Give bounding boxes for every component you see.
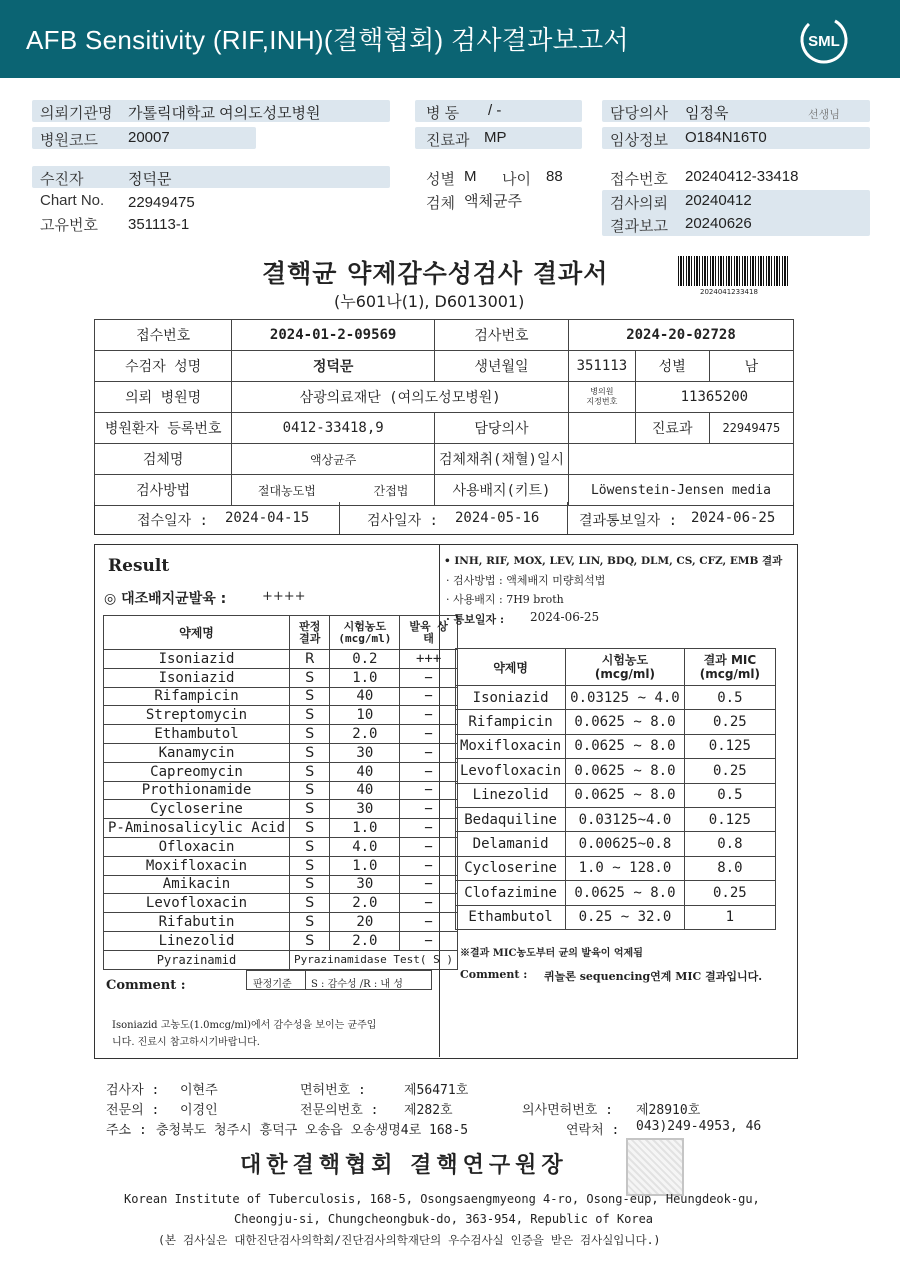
notify-date-value: 2024-06-25 bbox=[691, 510, 776, 526]
tester-value: 이현주 bbox=[180, 1083, 218, 1098]
chart-label: Chart No. bbox=[40, 192, 105, 209]
mic-drug-name: Linezolid bbox=[456, 783, 566, 807]
patient-value: 정덕문 bbox=[128, 171, 172, 188]
test-date-value: 2024-05-16 bbox=[455, 510, 540, 526]
mic-mic-value: 0.5 bbox=[684, 686, 775, 710]
id-label: 고유번호 bbox=[40, 217, 98, 234]
hospital-value: 삼광의료재단 (여의도성모병원) bbox=[232, 382, 569, 413]
hosp-no-label: 병의원 지정번호 bbox=[569, 382, 636, 413]
drug-drug-name: Levofloxacin bbox=[104, 894, 290, 913]
drug-concentration: 30 bbox=[330, 875, 400, 894]
contact-value: 043)249-4953, 46 bbox=[636, 1119, 762, 1134]
mic-concentration-range: 0.00625~0.8 bbox=[566, 832, 685, 856]
drug-drug-name: Ofloxacin bbox=[104, 837, 290, 856]
drug-drug-name: Rifampicin bbox=[104, 687, 290, 706]
mic-drug-name: Levofloxacin bbox=[456, 759, 566, 783]
drug-judgement: S bbox=[290, 856, 330, 875]
official-seal bbox=[626, 1138, 684, 1196]
drug-growth: − bbox=[400, 725, 458, 744]
doctor-label: 담당의사 bbox=[610, 105, 668, 122]
report-title: AFB Sensitivity (RIF,INH)(결핵협회) 검사결과보고서 bbox=[26, 25, 629, 55]
drug-growth: +++ bbox=[400, 650, 458, 669]
drug-drug-name: Isoniazid bbox=[104, 668, 290, 687]
req-org-label: 의뢰기관명 bbox=[40, 105, 113, 122]
drug-judgement: S bbox=[290, 931, 330, 950]
mic-concentration-range: 0.03125 ~ 4.0 bbox=[566, 686, 685, 710]
notify-date-label: 결과통보일자 : bbox=[579, 513, 678, 529]
specimen-value: 액체균주 bbox=[464, 193, 522, 210]
recv-date-value: 2024-04-15 bbox=[225, 510, 310, 526]
drug-growth: − bbox=[400, 875, 458, 894]
drug-growth: − bbox=[400, 819, 458, 838]
request-label: 검사의뢰 bbox=[610, 195, 668, 212]
mic-concentration-range: 0.0625 ~ 8.0 bbox=[566, 783, 685, 807]
drug-growth: − bbox=[400, 837, 458, 856]
drug-judgement: S bbox=[290, 668, 330, 687]
control-label: ◎ 대조배지균발육 : bbox=[104, 591, 227, 607]
drug-concentration: 40 bbox=[330, 687, 400, 706]
report-dept-label: 진료과 bbox=[635, 413, 709, 444]
specimen-name-label: 검체명 bbox=[95, 444, 232, 475]
doc-subtitle: (누601나(1), D6013001) bbox=[334, 292, 525, 311]
certification-note: (본 검사실은 대한진단검사의학회/진단검사의학재단의 우수검사실 인증을 받은 검사실입니다.) bbox=[158, 1233, 661, 1247]
mic-medium: · 사용배지 : 7H9 broth bbox=[446, 593, 564, 606]
hosp-code-label: 병원코드 bbox=[40, 132, 98, 149]
drug-judgement: S bbox=[290, 706, 330, 725]
sex-label: 성별 bbox=[426, 171, 455, 188]
drug-concentration: 2.0 bbox=[330, 725, 400, 744]
mic-mic-value: 0.5 bbox=[684, 783, 775, 807]
criteria-label: 판정기준 bbox=[253, 979, 292, 990]
age-label: 나이 bbox=[502, 171, 531, 188]
medium-label: 사용배지(키트) bbox=[434, 475, 568, 506]
control-value: ++++ bbox=[262, 589, 306, 604]
drug-judgement: S bbox=[290, 800, 330, 819]
criteria-value: S : 감수성 /R : 내 성 bbox=[311, 979, 403, 990]
drug-judgement: S bbox=[290, 819, 330, 838]
col-growth: 발육 상태 bbox=[400, 616, 458, 650]
doc-title: 결핵균 약제감수성검사 결과서 bbox=[262, 259, 609, 288]
drug-drug-name: Kanamycin bbox=[104, 743, 290, 762]
drug-concentration: 4.0 bbox=[330, 837, 400, 856]
mic-drug-name: Delamanid bbox=[456, 832, 566, 856]
medium-value: Löwenstein-Jensen media bbox=[569, 475, 794, 506]
clinical-value: O184N16T0 bbox=[685, 129, 767, 146]
report-value: 20240626 bbox=[685, 215, 752, 232]
address-en-1: Korean Institute of Tuberculosis, 168-5, Osongsaengmyeong 4-ro, Osong-eup, Heungdeok-gu, bbox=[124, 1192, 760, 1206]
doctor-license-value: 제28910호 bbox=[636, 1103, 701, 1118]
name-label: 수검자 성명 bbox=[95, 351, 232, 382]
expert-license-label: 전문의번호 : bbox=[300, 1103, 379, 1118]
drug-drug-name: Amikacin bbox=[104, 875, 290, 894]
doctor-value: 임정욱 bbox=[685, 105, 729, 122]
drug-growth: − bbox=[400, 668, 458, 687]
mic-mic-value: 0.25 bbox=[684, 881, 775, 905]
drug-judgement: S bbox=[290, 762, 330, 781]
mic-col-drug: 약제명 bbox=[456, 649, 566, 686]
method-label: 검사방법 bbox=[95, 475, 232, 506]
drug-drug-name: Prothionamide bbox=[104, 781, 290, 800]
drug-judgement: R bbox=[290, 650, 330, 669]
hosp-no-value: 11365200 bbox=[635, 382, 793, 413]
drug-growth: − bbox=[400, 894, 458, 913]
mic-col-mic: 결과 MIC (mcg/ml) bbox=[684, 649, 775, 686]
mic-mic-value: 0.125 bbox=[684, 734, 775, 758]
expert-value: 이경인 bbox=[180, 1103, 218, 1118]
mic-comment-label: Comment : bbox=[460, 968, 528, 981]
drug-growth: − bbox=[400, 856, 458, 875]
name-value: 정덕문 bbox=[232, 351, 435, 382]
col-drug: 약제명 bbox=[104, 616, 290, 650]
hospital-label: 의뢰 병원명 bbox=[95, 382, 232, 413]
mic-concentration-range: 0.25 ~ 32.0 bbox=[566, 905, 685, 929]
method-value: 절대농도법 간접법 bbox=[232, 475, 435, 506]
drug-drug-name: Rifabutin bbox=[104, 913, 290, 932]
drug-drug-name: Streptomycin bbox=[104, 706, 290, 725]
drug-judgement: S bbox=[290, 875, 330, 894]
mic-drug-name: Isoniazid bbox=[456, 686, 566, 710]
mic-mic-value: 0.8 bbox=[684, 832, 775, 856]
drug-growth: − bbox=[400, 706, 458, 725]
specimen-name-value: 액상균주 bbox=[232, 444, 435, 475]
drug-judgement: S bbox=[290, 837, 330, 856]
request-value: 20240412 bbox=[685, 192, 752, 209]
patient-label: 수진자 bbox=[40, 171, 84, 188]
mic-drug-name: Cycloserine bbox=[456, 856, 566, 880]
sex-value: M bbox=[464, 168, 477, 185]
drug-concentration: 30 bbox=[330, 800, 400, 819]
report-doctor-label: 담당의사 bbox=[434, 413, 568, 444]
drug-judgement: S bbox=[290, 743, 330, 762]
receipt-label: 접수번호 bbox=[610, 171, 668, 188]
result-comment-label: Comment : bbox=[106, 978, 186, 993]
test-date-label: 검사일자 : bbox=[367, 513, 438, 529]
doctor-suffix: 선생님 bbox=[808, 109, 840, 121]
pza-value: Pyrazinamidase Test( S ) bbox=[290, 950, 458, 969]
col-conc: 시험농도 (mcg/ml) bbox=[330, 616, 400, 650]
sex-label-cell: 성별 bbox=[635, 351, 709, 382]
mic-mic-value: 0.125 bbox=[684, 807, 775, 831]
drug-growth: − bbox=[400, 931, 458, 950]
result-comment-text-1: Isoniazid 고농도(1.0mcg/ml)에서 감수성을 보이는 균주입 bbox=[112, 1020, 377, 1031]
pza-label: Pyrazinamid bbox=[104, 950, 290, 969]
drug-concentration: 30 bbox=[330, 743, 400, 762]
drug-judgement: S bbox=[290, 913, 330, 932]
mic-note: ※결과 MIC농도부터 균의 발육이 억제됨 bbox=[460, 948, 643, 959]
col-judge: 판정 결과 bbox=[290, 616, 330, 650]
sml-logo-text: SML bbox=[808, 33, 840, 50]
mic-comment: 퀴놀론 sequencing연계 MIC 결과입니다. bbox=[544, 970, 763, 983]
receipt-no-value: 2024-01-2-09569 bbox=[232, 320, 435, 351]
drug-concentration: 40 bbox=[330, 781, 400, 800]
dept-label: 진료과 bbox=[426, 132, 470, 149]
drug-drug-name: Linezolid bbox=[104, 931, 290, 950]
mic-notify-date: 2024-06-25 bbox=[530, 610, 600, 624]
drug-concentration: 2.0 bbox=[330, 931, 400, 950]
mic-drug-name: Moxifloxacin bbox=[456, 734, 566, 758]
mic-mic-value: 8.0 bbox=[684, 856, 775, 880]
test-no-value: 2024-20-02728 bbox=[569, 320, 794, 351]
hosp-code-value: 20007 bbox=[128, 129, 170, 146]
drug-drug-name: Ethambutol bbox=[104, 725, 290, 744]
license-value: 제56471호 bbox=[404, 1083, 469, 1098]
birth-label: 생년월일 bbox=[434, 351, 568, 382]
drug-concentration: 1.0 bbox=[330, 668, 400, 687]
mic-method: · 검사방법 : 액체배지 미량희석법 bbox=[446, 574, 606, 587]
address-value: 충청북도 청주시 흥덕구 오송읍 오송생명4로 168-5 bbox=[156, 1123, 469, 1138]
clinical-label: 임상정보 bbox=[610, 132, 668, 149]
expert-label: 전문의 : bbox=[106, 1103, 160, 1118]
contact-label: 연락처 : bbox=[566, 1123, 620, 1138]
mic-concentration-range: 0.0625 ~ 8.0 bbox=[566, 881, 685, 905]
birth-value: 351113 bbox=[569, 351, 636, 382]
drug-growth: − bbox=[400, 781, 458, 800]
drug-concentration: 40 bbox=[330, 762, 400, 781]
mic-drug-name: Rifampicin bbox=[456, 710, 566, 734]
report-label: 결과보고 bbox=[610, 218, 668, 235]
req-org-value: 가톨릭대학교 여의도성모병원 bbox=[128, 105, 321, 122]
drug-judgement: S bbox=[290, 894, 330, 913]
mic-concentration-range: 0.0625 ~ 8.0 bbox=[566, 759, 685, 783]
reg-no-label: 병원환자 등록번호 bbox=[95, 413, 232, 444]
license-label: 면허번호 : bbox=[300, 1083, 366, 1098]
barcode-number: 2024041233418 bbox=[700, 288, 758, 296]
test-no-label: 검사번호 bbox=[434, 320, 568, 351]
id-value: 351113-1 bbox=[128, 216, 190, 233]
mic-drug-name: Clofazimine bbox=[456, 881, 566, 905]
result-comment-text-2: 니다. 진료시 참고하시기바랍니다. bbox=[112, 1037, 260, 1048]
collect-label: 검체채취(채혈)일시 bbox=[434, 444, 568, 475]
drug-growth: − bbox=[400, 743, 458, 762]
mic-drug-name: Bedaquiline bbox=[456, 807, 566, 831]
mic-mic-value: 0.25 bbox=[684, 759, 775, 783]
institute-name: 대한결핵협회 결핵연구원장 bbox=[240, 1153, 568, 1178]
chart-value: 22949475 bbox=[128, 194, 195, 211]
ward-value: / - bbox=[488, 102, 502, 119]
drug-growth: − bbox=[400, 913, 458, 932]
mic-heading: • INH, RIF, MOX, LEV, LIN, BDQ, DLM, CS, CFZ, EMB 결과 bbox=[444, 555, 783, 567]
mic-drug-name: Ethambutol bbox=[456, 905, 566, 929]
recv-date-label: 접수일자 : bbox=[137, 513, 208, 529]
specimen-label: 검체 bbox=[426, 195, 455, 212]
mic-col-conc: 시험농도 (mcg/ml) bbox=[566, 649, 685, 686]
drug-concentration: 2.0 bbox=[330, 894, 400, 913]
drug-drug-name: Isoniazid bbox=[104, 650, 290, 669]
dept-value: MP bbox=[484, 129, 507, 146]
drug-judgement: S bbox=[290, 781, 330, 800]
drug-drug-name: Cycloserine bbox=[104, 800, 290, 819]
report-dept-value: 22949475 bbox=[709, 413, 793, 444]
doctor-license-label: 의사면허번호 : bbox=[522, 1103, 614, 1118]
drug-concentration: 0.2 bbox=[330, 650, 400, 669]
address-en-2: Cheongju-si, Chungcheongbuk-do, 363-954, Republic of Korea bbox=[234, 1212, 654, 1226]
drug-concentration: 1.0 bbox=[330, 819, 400, 838]
mic-concentration-range: 0.0625 ~ 8.0 bbox=[566, 710, 685, 734]
reg-no-value: 0412-33418,9 bbox=[232, 413, 435, 444]
receipt-no-label: 접수번호 bbox=[95, 320, 232, 351]
mic-concentration-range: 0.0625 ~ 8.0 bbox=[566, 734, 685, 758]
age-value: 88 bbox=[546, 168, 563, 185]
mic-mic-value: 1 bbox=[684, 905, 775, 929]
drug-growth: − bbox=[400, 800, 458, 819]
mic-notify-label: · 통보일자 : bbox=[446, 613, 505, 626]
drug-growth: − bbox=[400, 687, 458, 706]
mic-concentration-range: 1.0 ~ 128.0 bbox=[566, 856, 685, 880]
expert-license-value: 제282호 bbox=[404, 1103, 453, 1118]
mic-concentration-range: 0.03125~4.0 bbox=[566, 807, 685, 831]
address-label: 주소 : bbox=[106, 1123, 147, 1138]
mic-mic-value: 0.25 bbox=[684, 710, 775, 734]
drug-drug-name: P-Aminosalicylic Acid bbox=[104, 819, 290, 838]
drug-drug-name: Moxifloxacin bbox=[104, 856, 290, 875]
drug-judgement: S bbox=[290, 687, 330, 706]
result-heading: Result bbox=[108, 556, 170, 576]
receipt-value: 20240412-33418 bbox=[685, 168, 799, 185]
drug-concentration: 1.0 bbox=[330, 856, 400, 875]
drug-drug-name: Capreomycin bbox=[104, 762, 290, 781]
drug-judgement: S bbox=[290, 725, 330, 744]
ward-label: 병 동 bbox=[426, 105, 460, 122]
drug-concentration: 20 bbox=[330, 913, 400, 932]
tester-label: 검사자 : bbox=[106, 1083, 160, 1098]
sex-value-cell: 남 bbox=[709, 351, 793, 382]
drug-growth: − bbox=[400, 762, 458, 781]
drug-concentration: 10 bbox=[330, 706, 400, 725]
